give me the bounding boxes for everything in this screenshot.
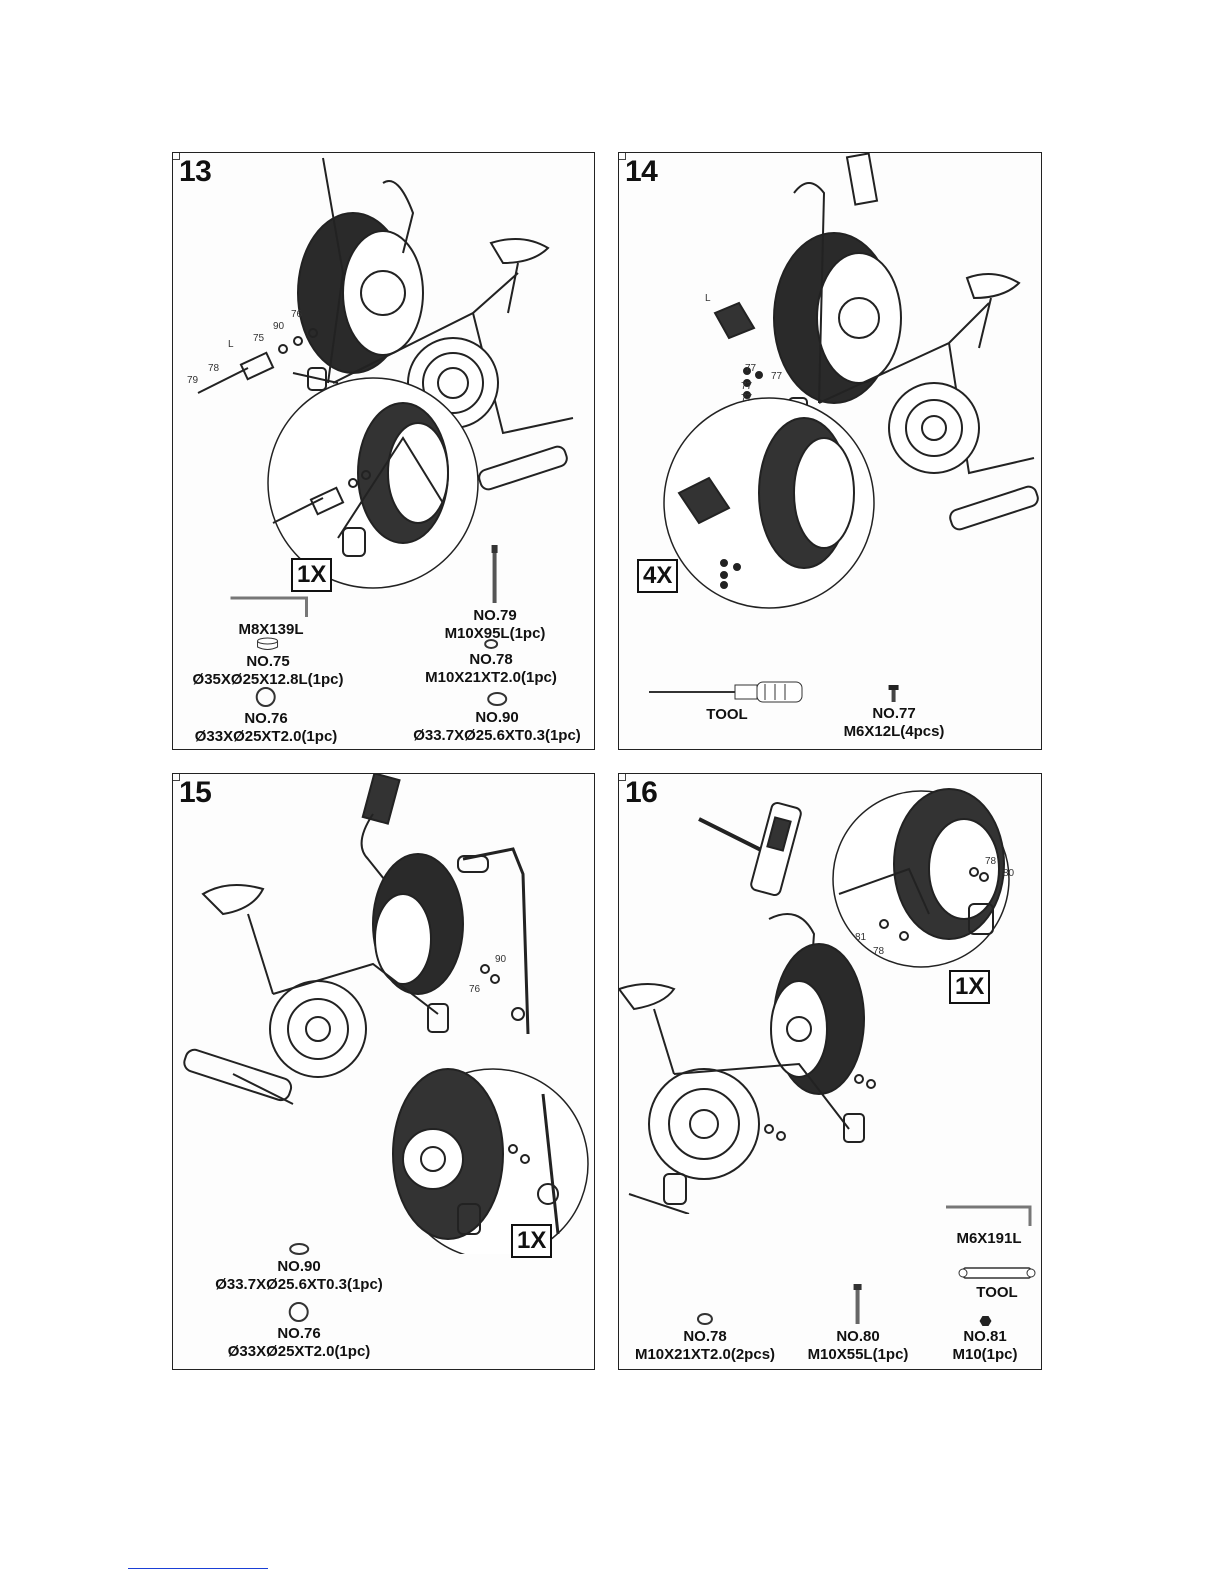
thin-washer-icon	[288, 1242, 310, 1256]
part-spec: Ø33.7XØ25.6XT0.3(1pc)	[413, 727, 581, 744]
part-spec: Ø33XØ25XT2.0(1pc)	[194, 728, 338, 745]
part-number: NO.78	[683, 1328, 727, 1345]
screwdriver-icon	[647, 680, 807, 704]
part-number: NO.76	[277, 1325, 321, 1342]
part-spec: Ø33XØ25XT2.0(1pc)	[227, 1343, 371, 1360]
callout-76: 76	[469, 984, 481, 995]
callout-80: 80	[1003, 868, 1015, 879]
tool-label: M6X191L	[956, 1230, 1022, 1247]
part-78	[425, 639, 557, 687]
step-number: 13	[179, 155, 212, 188]
part-spec: M10(1pc)	[952, 1346, 1018, 1363]
part-76	[228, 1301, 371, 1361]
callout-75: 75	[253, 333, 265, 344]
tool-label: TOOL	[976, 1284, 1018, 1301]
part-number: NO.90	[277, 1258, 321, 1275]
screw-icon	[888, 685, 900, 703]
part-76	[195, 686, 338, 746]
part-spec: M10X95L(1pc)	[444, 625, 546, 642]
callout-81: 81	[855, 932, 867, 943]
tool-label: M8X139L	[238, 621, 304, 638]
wrench-icon	[955, 1264, 1039, 1282]
part-90	[413, 691, 581, 745]
allen-key-icon	[944, 1202, 1034, 1228]
bolt-icon	[851, 1284, 865, 1326]
step-13-panel	[172, 152, 595, 750]
part-number: NO.76	[244, 710, 288, 727]
part-spec: M10X21XT2.0(1pc)	[425, 669, 557, 686]
bolt-icon	[489, 545, 501, 605]
callout-79: 79	[187, 375, 199, 386]
callout-78: 78	[208, 363, 220, 374]
washer-icon	[697, 1312, 713, 1326]
part-spec: M10X55L(1pc)	[807, 1346, 909, 1363]
part-75	[193, 637, 344, 689]
tool-label: TOOL	[706, 706, 748, 723]
part-number: NO.79	[473, 607, 517, 624]
part-78	[635, 1312, 775, 1364]
part-spec: Ø35XØ25X12.8L(1pc)	[192, 671, 344, 688]
part-number: NO.77	[872, 705, 916, 722]
tool-allen-key	[944, 1202, 1034, 1248]
part-79	[445, 545, 546, 643]
quantity-box: 1X	[291, 558, 332, 592]
part-number: NO.81	[963, 1328, 1007, 1345]
ring-icon	[255, 686, 277, 708]
part-spec: M10X21XT2.0(2pcs)	[634, 1346, 776, 1363]
part-81	[952, 1316, 1017, 1364]
footer-link-underline	[128, 1568, 268, 1569]
tool-allen-key	[229, 593, 314, 639]
callout-l: L	[228, 339, 234, 350]
tool-wrench	[955, 1264, 1039, 1302]
nut-icon	[979, 1316, 991, 1326]
part-80	[808, 1284, 909, 1364]
callout-78: 78	[985, 856, 997, 867]
tool-screwdriver	[647, 680, 807, 724]
quantity-box: 1X	[511, 1224, 552, 1258]
part-number: NO.80	[836, 1328, 880, 1345]
part-77	[844, 685, 945, 741]
callout-77: 77	[741, 393, 753, 404]
callout-90: 90	[273, 321, 285, 332]
step-number: 15	[179, 776, 212, 809]
quantity-box: 4X	[637, 559, 678, 593]
allen-key-icon	[229, 593, 314, 619]
bike-illustration	[173, 774, 595, 1254]
step-15-panel	[172, 773, 595, 1370]
callout-77: 77	[771, 371, 783, 382]
step-14-panel	[618, 152, 1042, 750]
bike-illustration	[619, 153, 1042, 623]
part-number: NO.75	[246, 653, 290, 670]
step-16-panel	[618, 773, 1042, 1370]
callout-76: 76	[291, 309, 303, 320]
thin-washer-icon	[486, 691, 508, 707]
part-90	[215, 1242, 383, 1294]
bike-illustration	[173, 153, 595, 593]
callout-77: 77	[745, 363, 757, 374]
part-spec: Ø33.7XØ25.6XT0.3(1pc)	[215, 1276, 383, 1293]
ring-icon	[288, 1301, 310, 1323]
quantity-box: 1X	[949, 970, 990, 1004]
callout-90: 90	[495, 954, 507, 965]
spacer-icon	[256, 637, 280, 651]
part-number: NO.90	[475, 709, 519, 726]
callout-l: L	[705, 293, 711, 304]
callout-78: 78	[873, 946, 885, 957]
part-number: NO.78	[469, 651, 513, 668]
callout-77: 77	[741, 381, 753, 392]
step-number: 16	[625, 776, 658, 809]
step-number: 14	[625, 155, 658, 188]
part-spec: M6X12L(4pcs)	[843, 723, 945, 740]
washer-icon	[484, 639, 498, 649]
